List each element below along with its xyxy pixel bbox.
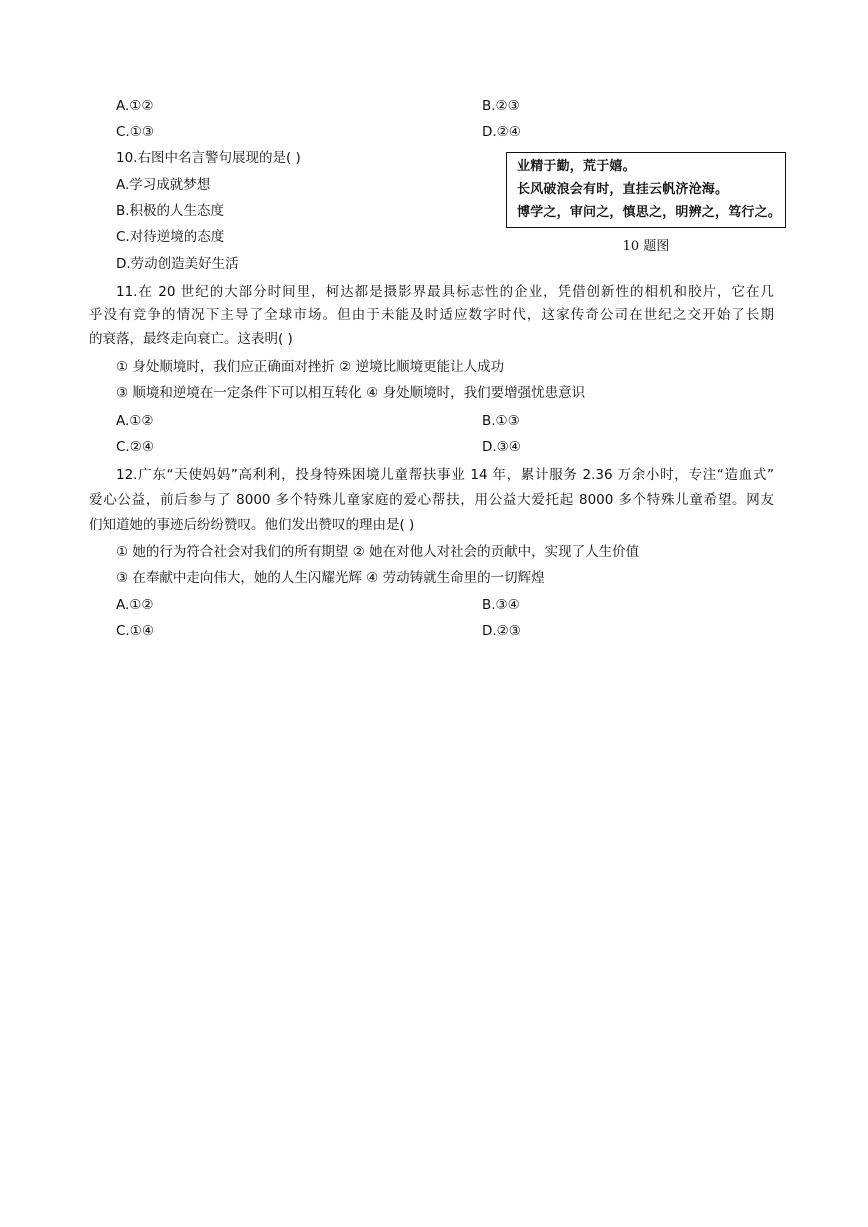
q9-option-c: C.①③ <box>116 124 154 140</box>
q10-option-b: B.积极的人生态度 <box>116 203 225 219</box>
q10-figure-box <box>506 152 786 228</box>
q10-option-d: D.劳动创造美好生活 <box>116 256 239 272</box>
q10-option-c: C.对待逆境的态度 <box>116 229 225 245</box>
q10-quote-2: 长风破浪会有时，直挂云帆济沧海。 <box>517 182 729 197</box>
q11-option-b: B.①③ <box>482 413 520 429</box>
q12-stem-line-1: 12.广东“天使妈妈”高利利，投身特殊困境儿童帮扶事业 14 年，累计服务 2.36 万余小时，专注“造血式” <box>116 467 774 483</box>
q9-option-b: B.②③ <box>482 98 520 114</box>
q12-option-d: D.②③ <box>482 623 521 639</box>
q10-option-a: A.学习成就梦想 <box>116 177 211 193</box>
q11-stem-line-1: 11.在 20 世纪的大部分时间里，柯达都是摄影界最具标志性的企业，凭借创新性的相机和胶片，它在几 <box>116 284 774 300</box>
q11-stem-line-3: 的衰落，最终走向衰亡。这表明( ) <box>89 331 293 347</box>
q11-stem-line-2: 乎没有竞争的情况下主导了全球市场。但由于未能及时适应数字时代，这家传奇公司在世纪之交开始了长期 <box>89 307 774 323</box>
q11-option-d: D.③④ <box>482 439 521 455</box>
q9-option-a: A.①② <box>116 98 154 114</box>
q12-statements-2: ③ 在奉献中走向伟大，她的人生闪耀光辉 ④ 劳动铸就生命里的一切辉煌 <box>116 570 545 586</box>
q11-option-a: A.①② <box>116 413 154 429</box>
q12-stem-line-3: 们知道她的事迹后纷纷赞叹。他们发出赞叹的理由是( ) <box>89 517 415 533</box>
q12-statements-1: ① 她的行为符合社会对我们的所有期望 ② 她在对他人对社会的贡献中，实现了人生价值 <box>116 544 640 560</box>
q12-option-c: C.①④ <box>116 623 154 639</box>
q10-stem: 10.右图中名言警句展现的是( ) <box>116 150 301 166</box>
q11-statements-2: ③ 顺境和逆境在一定条件下可以相互转化 ④ 身处顺境时，我们要增强忧患意识 <box>116 385 586 401</box>
q10-quote-1: 业精于勤，荒于嬉。 <box>517 159 636 174</box>
q12-option-b: B.③④ <box>482 597 520 613</box>
q9-option-d: D.②④ <box>482 124 521 140</box>
q11-statements-1: ① 身处顺境时，我们应正确面对挫折 ② 逆境比顺境更能让人成功 <box>116 359 505 375</box>
q11-option-c: C.②④ <box>116 439 154 455</box>
q12-stem-line-2: 爱心公益，前后参与了 8000 多个特殊儿童家庭的爱心帮扶，用公益大爱托起 8000 多个特殊儿童希望。网友 <box>89 492 774 508</box>
q12-option-a: A.①② <box>116 597 154 613</box>
q10-figure-caption: 10 题图 <box>622 239 670 254</box>
q10-quote-3: 博学之，审问之，慎思之，明辨之，笃行之。 <box>517 205 782 220</box>
